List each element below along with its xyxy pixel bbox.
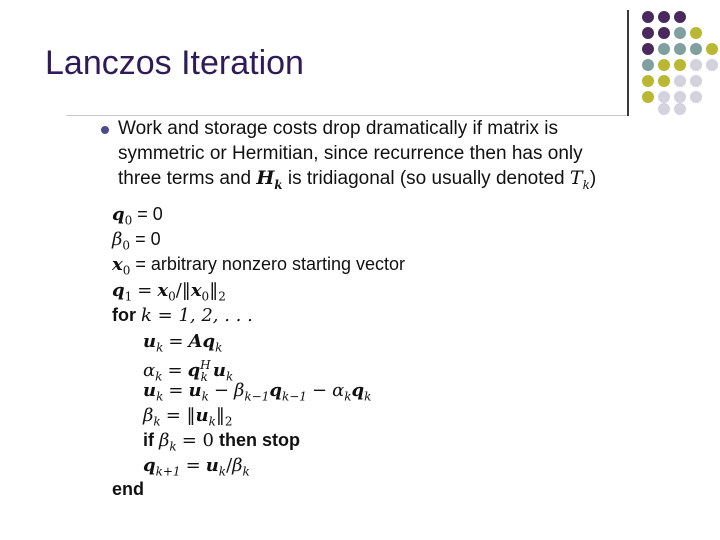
para-line-2: symmetric or Hermitian, since recurrence then has only	[118, 143, 583, 164]
dot	[658, 59, 670, 71]
dot	[658, 11, 670, 23]
dot	[674, 103, 686, 115]
dot	[642, 27, 654, 39]
if-keyword: if	[143, 430, 154, 450]
algo-init-beta0: $\beta_0 = 0$	[112, 229, 161, 253]
dot	[674, 43, 686, 55]
dot	[658, 91, 670, 103]
para-line-3-mid: is tridiagonal (so usually denoted	[282, 168, 570, 189]
para-line-1: Work and storage costs drop dramatically if matrix is	[118, 118, 558, 139]
algo-init2-text: = 0	[135, 229, 161, 249]
slide-title: Lanczos Iteration	[45, 44, 304, 82]
dot	[674, 59, 686, 71]
algo-beta: $\beta_k$ = $‖u_k‖_2$	[143, 405, 233, 429]
para-line-3-post: )	[589, 168, 597, 189]
algo-init1-text: = 0	[137, 204, 163, 224]
dot	[658, 43, 670, 55]
algo-init-q0: $q_0 = 0$	[112, 204, 163, 228]
math-Hk: $H_k$	[256, 167, 283, 192]
algo-for-line	[112, 303, 253, 328]
bullet-icon	[101, 126, 109, 134]
algo-init-x0: $x_0$ = arbitrary nonzero starting vector	[112, 254, 406, 278]
dot	[658, 75, 670, 87]
for-range: k = 1, 2, . . .	[141, 305, 253, 326]
if-condition: = 0	[181, 430, 214, 451]
vertical-divider	[627, 10, 629, 116]
algo-uk-update: $u_k = u_k - \beta_{k-1}q_{k-1} - \alpha_kq_k$	[143, 380, 372, 404]
for-keyword: for	[112, 305, 136, 325]
algo-init3-text: = arbitrary nonzero starting vector	[135, 254, 406, 274]
dot	[690, 43, 702, 55]
decorative-dot-grid	[0, 0, 720, 120]
bullet-paragraph	[118, 116, 638, 198]
dot	[642, 59, 654, 71]
algo-uk-aqk: $u_k = Aq_k$	[143, 331, 223, 355]
dot	[658, 103, 670, 115]
math-Tk: $T_k$	[569, 167, 590, 192]
algo-q1: $q_1$ = $x_0/‖x_0‖_2$	[112, 280, 226, 304]
then-keyword: then stop	[219, 430, 300, 450]
dot	[674, 75, 686, 87]
para-line-3	[118, 166, 638, 198]
dot	[642, 75, 654, 87]
para-line-3-pre: three terms and	[118, 168, 257, 189]
dot	[642, 43, 654, 55]
dot	[706, 59, 718, 71]
dot	[642, 11, 654, 23]
end-keyword: end	[112, 479, 145, 499]
dot	[690, 75, 702, 87]
dot	[674, 27, 686, 39]
dot	[658, 27, 670, 39]
dot	[674, 91, 686, 103]
algo-end	[112, 477, 144, 501]
dot	[690, 27, 702, 39]
dot	[690, 59, 702, 71]
algo-alpha: $\alpha_k = q^H_k$ $u_k$	[143, 358, 234, 384]
dot	[674, 11, 686, 23]
dot	[690, 91, 702, 103]
dot	[706, 43, 718, 55]
algo-if-line: if $\beta_k = 0$ then stop	[143, 430, 300, 454]
algo-qk1: $q_{k+1} = u_k/\beta_k$	[143, 455, 250, 479]
dot	[642, 91, 654, 103]
